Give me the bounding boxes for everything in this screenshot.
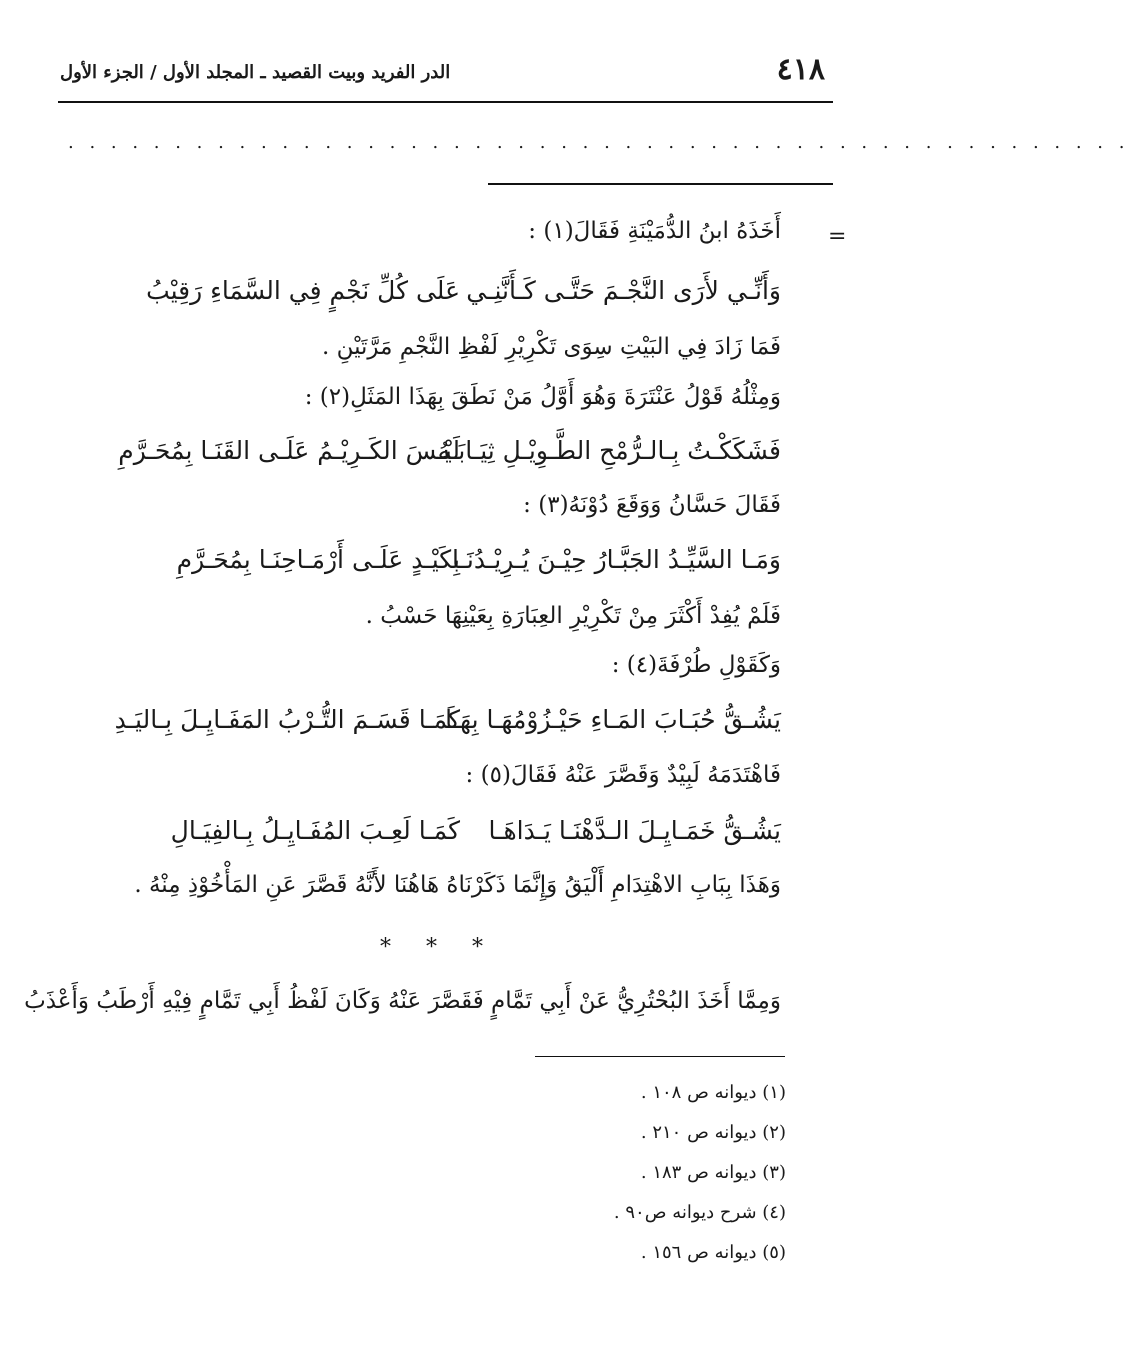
footnote-2: (٢) ديوانه ص ٢١٠ .	[640, 1122, 786, 1143]
page-number: ٤١٨	[776, 52, 825, 87]
footnote-3: (٣) ديوانه ص ١٨٣ .	[640, 1162, 786, 1183]
header-rule	[58, 101, 833, 103]
intro-line-5: فَاهْتَدَمَهُ لَبِيْدٌ وَقَصَّرَ عَنْهُ فَقَالَ(٥) :	[465, 762, 781, 788]
verse-3-second-hemistich: بِكَيْـدٍ عَلَـى أَرْمَـاحِنَـا بِمُحَـرَّمِ	[176, 545, 460, 574]
footnote-5: (٥) ديوانه ص ١٥٦ .	[640, 1242, 786, 1263]
intro-line-2: وَمِثْلُهُ قَوْلُ عَنْتَرَةَ وَهُوَ أَوَّلُ مَنْ نَطَقَ بِهَذَا المَثَلِ(٢) :	[304, 384, 781, 410]
comment-line-1: فَمَا زَادَ فِي البَيْتِ سِوَى تَكْرِيْرِ لَفْظِ النَّجْمِ مَرَّتَيْنِ .	[321, 334, 781, 360]
dotted-separator: . . . . . . . . . . . . . . . . . . . . . . . . . . . . . . . . . . . . . . . . . . . . . . . . . .	[68, 132, 1129, 153]
verse-2-first-hemistich: فَشَكَكْـتُ بِـالـرُّمْحِ الطَّـوِيْـلِ ثِيَـابَـهُ	[437, 436, 781, 465]
verse-2-second-hemistich: لَيْـسَ الكَـرِيْـمُ عَلَـى القَنَـا بِمُحَـرَّمِ	[118, 436, 460, 465]
comment-line-5: وَهَذَا بِبَابِ الاهْتِدَامِ أَلْيَقُ وَإِنَّمَا ذَكَرْنَاهُ هَاهُنَا لأَنَّهُ قَصَّرَ عَنِ المَأْخُوْذِ مِنْهُ .	[134, 872, 781, 898]
intro-line-3: فَقَالَ حَسَّانُ وَوَقَعَ دُوْنَهُ(٣) :	[523, 492, 781, 518]
verse-4-second-hemistich: كَمَـا قَسَـمَ التُّـرْبُ المَفَـايِـلَ بِـاليَـدِ	[114, 705, 460, 734]
footnote-rule	[535, 1056, 785, 1057]
verse-1-second-hemistich: عَلَى كُلِّ نَجْمٍ فِي السَّمَاءِ رَقِيْبُ	[146, 276, 460, 305]
continuation-rule	[488, 183, 833, 185]
verse-3-first-hemistich: وَمَـا السَّيِّـدُ الجَبَّـارُ حِيْـنَ يُـرِيْـدُنَـا	[451, 545, 781, 574]
verse-5-second-hemistich: كَمَـا لَعِـبَ المُفَـايِـلُ بِـالفِيَـالِ	[170, 816, 460, 845]
verse-4-first-hemistich: يَشُـقُّ حُبَـابَ المَـاءِ حَيْـزُوْمُهَـا بِهَـا	[445, 705, 781, 734]
running-title: الدر الفريد وبيت القصيد ـ المجلد الأول / الجزء الأول	[60, 62, 451, 83]
continuation-mark: =	[828, 224, 847, 249]
verse-5-first-hemistich: يَشُـقُّ خَمَـايِـلَ الـدَّهْنَـا يَـدَاهَـا	[488, 816, 781, 845]
verse-1-first-hemistich: وَأَنِّـي لأَرَى النَّجْـمَ حَتَّـى كَـأَنَّنِـي	[466, 276, 781, 305]
next-paragraph: وَمِمَّا أَخَذَ البُحْتُرِيُّ عَنْ أَبِي تَمَّامٍ فَقَصَّرَ عَنْهُ وَكَانَ لَفْظُ أَبِي تَمَّامٍ فِيْهِ أَرْطَبُ وَأَعْذَبُ	[24, 988, 781, 1014]
footnote-1: (١) ديوانه ص ١٠٨ .	[640, 1082, 786, 1103]
comment-line-3: فَلَمْ يُفِدْ أَكْثَرَ مِنْ تَكْرِيْرِ العِبَارَةِ بِعَيْنِهَا حَسْبُ .	[365, 603, 781, 629]
intro-line-4: وَكَقَوْلِ طُرْفَةَ(٤) :	[611, 652, 781, 678]
intro-line-1: أَخَذَهُ ابنُ الدُّمَيْنَةِ فَقَالَ(١) :	[528, 218, 781, 244]
section-stars: * * *	[380, 935, 497, 960]
footnote-4: (٤) شرح ديوانه ص٩٠ .	[613, 1202, 786, 1223]
